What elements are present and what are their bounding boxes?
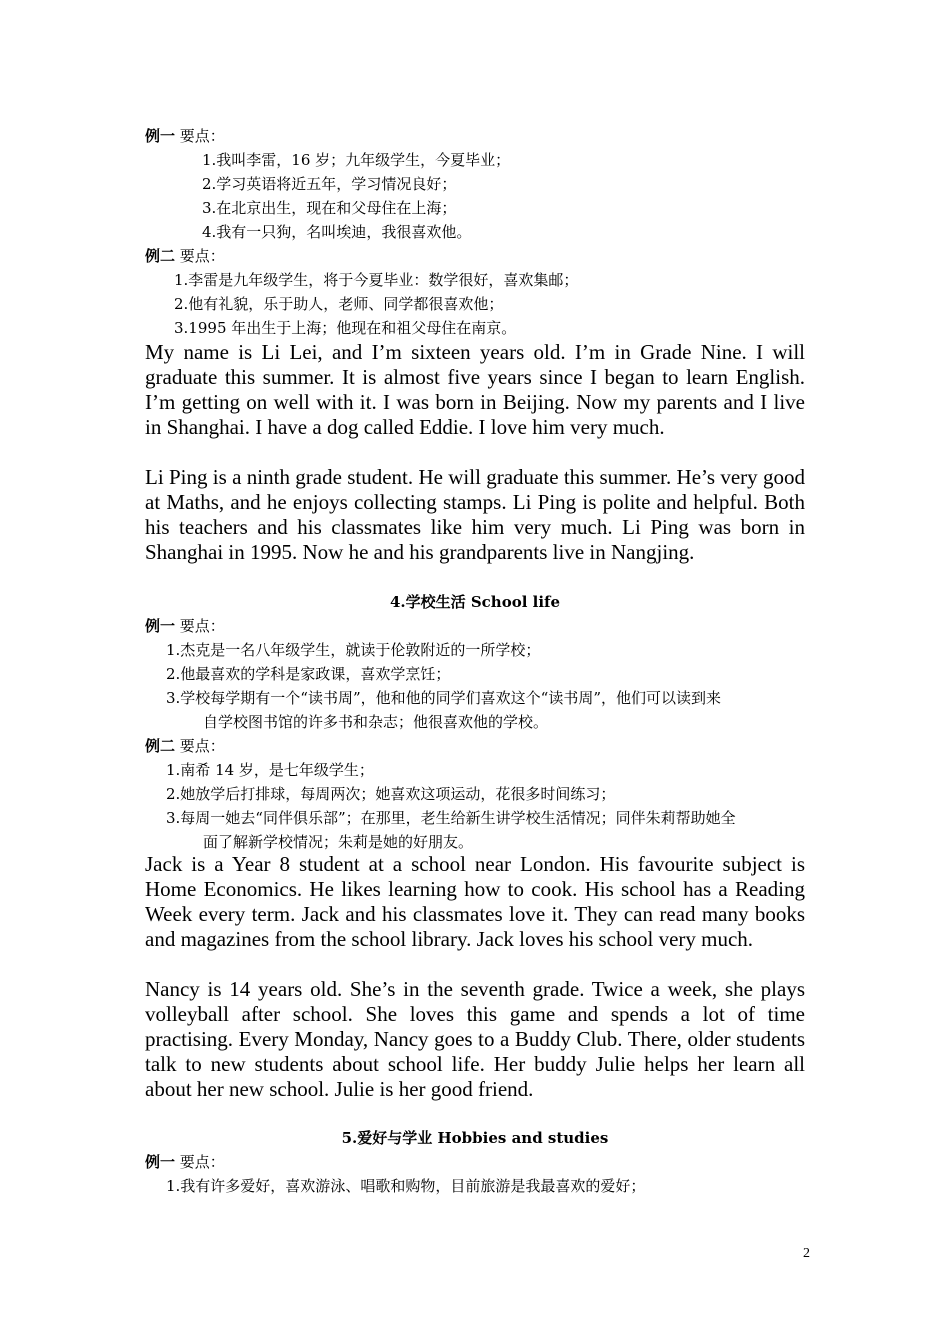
key-point: 2.他有礼貌，乐于助人，老师、同学都很喜欢他； [174, 295, 504, 313]
key-points-heading: 要点： [179, 617, 225, 635]
key-point: 3.学校每学期有一个“读书周”，他和他的同学们喜欢这个“读书周”，他们可以读到来 自学校图书馆的许多书和杂志；他很喜欢他的学校。 [166, 689, 721, 731]
example-label-row [145, 244, 225, 268]
essay-paragraph: Jack is a Year 8 student at a school near London. His favourite subject is Home Economics. He likes learning how to cook. His school has a Reading Week every term. Jack and his classmates love it. They can read many books and magazines from the school library. Jack loves his school very much. [145, 852, 805, 951]
key-point: 3.1995 年出生于上海；他现在和祖父母住在南京。 [174, 319, 517, 337]
example-label-row [145, 124, 225, 148]
key-point: 2.学习英语将近五年，学习情况良好； [202, 175, 457, 193]
essay-paragraph: Nancy is 14 years old. She’s in the seventh grade. Twice a week, she plays volleyball after school. She loves this game and spends a lot of time practising. Every Monday, Nancy goes to a Buddy Club. There, older students talk to new students about school life. Her buddy Julie helps her learn all about her new school. Julie is her good friend. [145, 977, 805, 1101]
key-point: 3.每周一她去“同伴俱乐部”；在那里，老生给新生讲学校生活情况；同伴朱莉帮助她全 面了解新学校情况；朱莉是她的好朋友。 [166, 809, 736, 851]
key-point: 1.我叫李雷，16 岁；九年级学生，今夏毕业； [202, 151, 511, 169]
example-label-row [145, 614, 225, 638]
key-point: 4.我有一只狗，名叫埃迪，我很喜欢他。 [202, 223, 472, 241]
key-point: 1.我有许多爱好，喜欢游泳、唱歌和购物，目前旅游是我最喜欢的爱好； [166, 1177, 646, 1195]
example-label: 例一 [145, 617, 176, 635]
key-point: 2.她放学后打排球，每周两次；她喜欢这项运动，花很多时间练习； [166, 785, 616, 803]
key-points-heading: 要点： [179, 247, 225, 265]
key-points-heading: 要点： [179, 127, 225, 145]
key-point: 1.李雷是九年级学生，将于今夏毕业：数学很好，喜欢集邮； [174, 271, 579, 289]
key-point: 2.他最喜欢的学科是家政课，喜欢学烹饪； [166, 665, 451, 683]
example-label: 例一 [145, 127, 176, 145]
key-points-heading: 要点： [179, 1153, 225, 1171]
essay-paragraph: Li Ping is a ninth grade student. He will graduate this summer. He’s very good at Maths, and he enjoys collecting stamps. Li Ping is polite and helpful. Both his teachers and his classmates like him very much. Li Ping was born in Shanghai in 1995. Now he and his grandparents live in Nangjing. [145, 465, 805, 564]
key-point: 1.杰克是一名八年级学生，就读于伦敦附近的一所学校； [166, 641, 541, 659]
key-point: 3.在北京出生，现在和父母住在上海； [202, 199, 457, 217]
example-label: 例二 [145, 247, 176, 265]
example-label: 例二 [145, 737, 176, 755]
example-label-row [145, 734, 225, 758]
section-title: 4.学校生活 School life [389, 593, 561, 611]
essay-paragraph: My name is Li Lei, and I’m sixteen years old. I’m in Grade Nine. I will graduate this summer. It is almost five years since I began to learn English. I’m getting on well with it. I was born in Beijing. Now my parents and I live in Shanghai. I have a dog called Eddie. I love him very much. [145, 340, 805, 439]
example-label: 例一 [145, 1153, 176, 1171]
example-label-row [145, 1150, 225, 1174]
page-number: 2 [803, 1246, 810, 1261]
key-points-heading: 要点： [179, 737, 225, 755]
key-point: 1.南希 14 岁，是七年级学生； [166, 761, 374, 779]
section-title: 5.爱好与学业 Hobbies and studies [341, 1129, 609, 1147]
